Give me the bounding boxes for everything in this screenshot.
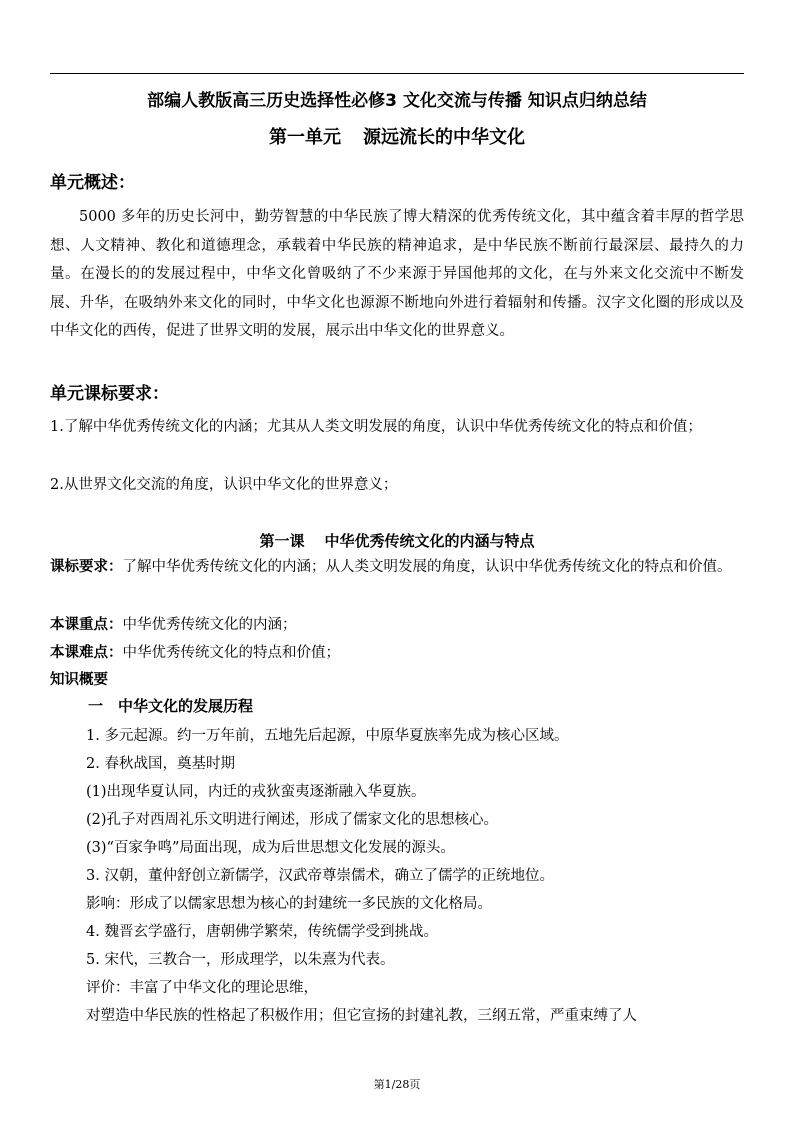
requirement-text: 了解中华优秀传统文化的内涵；从人类文明发展的角度，认识中华优秀传统文化的特点和价值。 <box>122 559 732 575</box>
overview-paragraph: 5000 多年的历史长河中，勤劳智慧的中华民族了博大精深的优秀传统文化，其中蕴含着丰厚的哲学思想、人文精神、教化和道德理念，承载着中华民族的精神追求，是中华民族不断前行最深层、最持久的力量。在漫长的的发展过程中，中华文化曾吸纳了不少来源于异国他邦的文化，在与外来文化交流中不断发展、升华，在吸纳外来文化的同时，中华文化也源源不断地向外进行着辐射和传播。汉字文化圈的形成以及中华文化的西传，促进了世界文明的发展，展示出中华文化的世界意义。 <box>50 209 744 339</box>
unit-title <box>50 123 744 149</box>
lesson-difficulty <box>50 641 340 662</box>
key-point-text: 中华优秀传统文化的内涵； <box>122 617 297 633</box>
content-line-8: 4. 魏晋玄学盛行，唐朝佛学繁荣，传统儒学受到挑战。 <box>86 924 438 940</box>
unit-number: 第一单元 <box>269 127 341 148</box>
content-line-7: 影响：形成了以儒家思想为核心的封建统一多民族的文化格局。 <box>86 896 492 912</box>
lesson-requirement <box>50 553 744 582</box>
content-line-3: (1)出现华夏认同，内迁的戎狄蛮夷逐渐融入华夏族。 <box>86 784 426 800</box>
standards-item-2: 2.从世界文化交流的角度，认识中华文化的世界意义； <box>50 477 398 493</box>
content-line-11: 对塑造中华民族的性格起了积极作用；但它宣扬的封建礼教，三纲五常，严重束缚了人 <box>86 1008 637 1024</box>
content-line-5: (3)“百家争鸣”局面出现，成为后世思想文化发展的源头。 <box>86 840 455 856</box>
content-line-2: 2. 春秋战国，奠基时期 <box>86 756 235 772</box>
content-line-10: 评价：丰富了中华文化的理论思维， <box>86 980 318 996</box>
document-title: 部编人教版高三历史选择性必修3 文化交流与传播 知识点归纳总结 <box>147 91 647 111</box>
content-line-4: (2)孔子对西周礼乐文明进行阐述，形成了儒家文化的思想核心。 <box>86 812 499 828</box>
standards-item-1: 1.了解中华优秀传统文化的内涵；尤其从人类文明发展的角度，认识中华优秀传统文化的特点和价值； <box>50 419 702 435</box>
difficulty-text: 中华优秀传统文化的特点和价值； <box>122 645 340 661</box>
content-line-6: 3. 汉朝，董仲舒创立新儒学，汉武帝尊崇儒术，确立了儒学的正统地位。 <box>86 868 554 884</box>
section-heading: 一 中华文化的发展历程 <box>88 697 254 715</box>
lesson-key-point <box>50 613 297 634</box>
requirement-label: 课标要求： <box>50 559 123 575</box>
header-rule <box>50 73 744 74</box>
content-line-9: 5. 宋代，三教合一，形成理学，以朱熹为代表。 <box>86 952 395 968</box>
lesson-name: 中华优秀传统文化的内涵与特点 <box>324 532 535 550</box>
key-point-label: 本课重点： <box>50 617 123 633</box>
knowledge-overview-heading: 知识概要 <box>50 672 108 688</box>
page-number: 第1/28页 <box>373 1078 421 1091</box>
overview-heading: 单元概述： <box>50 173 135 193</box>
lesson-title <box>50 530 744 551</box>
unit-name: 源远流长的中华文化 <box>363 127 525 148</box>
content-line-1: 1. 多元起源。约一万年前，五地先后起源，中原华夏族率先成为核心区域。 <box>86 728 569 744</box>
standards-heading: 单元课标要求： <box>50 384 169 404</box>
difficulty-label: 本课难点： <box>50 645 123 661</box>
lesson-number: 第一课 <box>259 532 305 550</box>
